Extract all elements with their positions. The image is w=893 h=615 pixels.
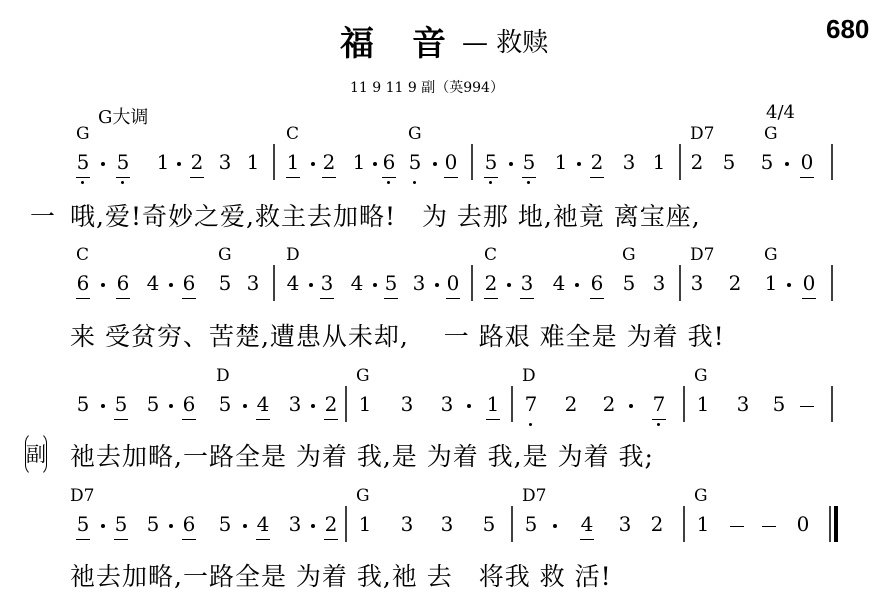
note: 5 — [218, 512, 232, 536]
note: 0 — [802, 271, 816, 295]
chord-symbol: D — [216, 366, 230, 386]
note: 4 — [580, 512, 594, 536]
note: 4 — [286, 271, 300, 295]
note: 0 — [446, 271, 460, 295]
note: 5 — [114, 392, 128, 416]
chord-symbol: G — [356, 486, 370, 506]
note: 3 — [622, 150, 636, 174]
hymn-subtitle: — 救赎 — [462, 28, 549, 58]
chord-symbol: C — [76, 245, 90, 265]
note: 1 — [764, 271, 778, 295]
note: 3 — [440, 512, 454, 536]
note: 1 — [554, 150, 568, 174]
chord-symbol: D — [286, 245, 300, 265]
note: 5 — [146, 392, 160, 416]
chord-symbol: G — [356, 366, 370, 386]
chord-symbol: C — [484, 245, 498, 265]
note: 3 — [440, 392, 454, 416]
note: 3 — [218, 150, 232, 174]
hymn-number: 680 — [826, 14, 870, 44]
lyric-line: 哦,爱!奇妙之爱,救主去加略! 为 去那 地,祂竟 离宝座, — [70, 202, 701, 231]
note: 4 — [350, 271, 364, 295]
note: 3 — [652, 271, 666, 295]
chord-symbol: G — [694, 366, 708, 386]
note: 1 — [486, 392, 500, 416]
note: 1 — [696, 512, 710, 536]
note: 5 — [722, 150, 736, 174]
barlines — [0, 506, 893, 546]
note: 2 — [322, 150, 336, 174]
chorus-label-text: 副 — [26, 442, 46, 466]
chord-symbol: G — [694, 486, 708, 506]
chord-symbol: C — [286, 124, 300, 144]
note: 1 — [358, 512, 372, 536]
barlines — [0, 386, 893, 426]
chord-symbol: G — [218, 245, 232, 265]
note: 3 — [618, 512, 632, 536]
note: 3 — [400, 392, 414, 416]
chord-symbol: D7 — [690, 245, 715, 265]
meter-line: 11 9 11 9 副（英994） — [350, 80, 504, 96]
notation-line — [0, 265, 893, 305]
time-signature: 4/4 — [766, 102, 795, 123]
chord-symbol: G — [764, 124, 778, 144]
note: 5 — [522, 150, 536, 174]
note: 0 — [444, 150, 458, 174]
note: 3 — [412, 271, 426, 295]
note: 5 — [772, 392, 786, 416]
note: 4 — [146, 271, 160, 295]
note: 0 — [800, 150, 814, 174]
note: 2 — [324, 512, 338, 536]
note: 7 — [524, 392, 538, 416]
note: 2 — [650, 512, 664, 536]
note: 1 — [156, 150, 170, 174]
note: 2 — [728, 271, 742, 295]
note: 6 — [182, 271, 196, 295]
note: 6 — [590, 271, 604, 295]
lyric-line: 来 受贫穷、苦楚,遭患从未却, 一 路艰 难全是 为着 我! — [70, 322, 725, 351]
note: 2 — [690, 150, 704, 174]
note: 5 — [76, 150, 90, 174]
note: 3 — [288, 392, 302, 416]
chorus-label — [25, 432, 47, 476]
note: 5 — [116, 150, 130, 174]
note: 0 — [796, 512, 810, 536]
note: 3 — [736, 392, 750, 416]
note: 3 — [246, 271, 260, 295]
note: 5 — [524, 512, 538, 536]
note: 5 — [76, 512, 90, 536]
note: 2 — [590, 150, 604, 174]
note: 1 — [286, 150, 300, 174]
note: 5 — [114, 512, 128, 536]
chord-symbol: G — [76, 124, 90, 144]
lyric-line: 祂去加略,一路全是 为着 我,祂 去 将我 救 活! — [70, 562, 612, 591]
note: 2 — [564, 392, 578, 416]
notation-line — [0, 386, 893, 426]
note: 2 — [602, 392, 616, 416]
note: 3 — [690, 271, 704, 295]
chord-symbol: G — [408, 124, 422, 144]
chord-symbol: D7 — [522, 486, 547, 506]
note: 6 — [382, 150, 396, 174]
note: 2 — [324, 392, 338, 416]
note: 1 — [246, 150, 260, 174]
note: 5 — [760, 150, 774, 174]
note: 5 — [384, 271, 398, 295]
note: 5 — [218, 392, 232, 416]
note: 5 — [484, 150, 498, 174]
note: 5 — [408, 150, 422, 174]
chord-symbol: D7 — [690, 124, 715, 144]
note: 1 — [696, 392, 710, 416]
note: 3 — [320, 271, 334, 295]
note: 4 — [552, 271, 566, 295]
chord-symbol: D7 — [70, 486, 95, 506]
note: 6 — [116, 271, 130, 295]
chord-symbol: D — [522, 366, 536, 386]
note: 3 — [288, 512, 302, 536]
lyric-line: 祂去加略,一路全是 为着 我,是 为着 我,是 为着 我; — [70, 442, 654, 471]
note: 6 — [182, 392, 196, 416]
note: 5 — [146, 512, 160, 536]
notation-line — [0, 506, 893, 546]
hymn-title: 福 音 — [340, 24, 448, 64]
note: 4 — [256, 392, 270, 416]
note: 5 — [218, 271, 232, 295]
note: 7 — [652, 392, 666, 416]
note: 3 — [520, 271, 534, 295]
note: 1 — [358, 392, 372, 416]
notation-line — [0, 144, 893, 184]
note: 6 — [182, 512, 196, 536]
chord-symbol: G — [764, 245, 778, 265]
barlines — [0, 144, 893, 184]
chord-symbol: G — [622, 245, 636, 265]
note: 5 — [76, 392, 90, 416]
note: 6 — [76, 271, 90, 295]
verse-label: 一 — [30, 202, 56, 231]
key-signature: G大调 — [98, 107, 149, 128]
note: 2 — [190, 150, 204, 174]
note: 5 — [482, 512, 496, 536]
chorus-brace-icon — [25, 432, 47, 476]
note: 3 — [400, 512, 414, 536]
note: 1 — [652, 150, 666, 174]
note: 2 — [484, 271, 498, 295]
note: 1 — [352, 150, 366, 174]
note: 5 — [622, 271, 636, 295]
note: 4 — [256, 512, 270, 536]
barlines — [0, 265, 893, 305]
